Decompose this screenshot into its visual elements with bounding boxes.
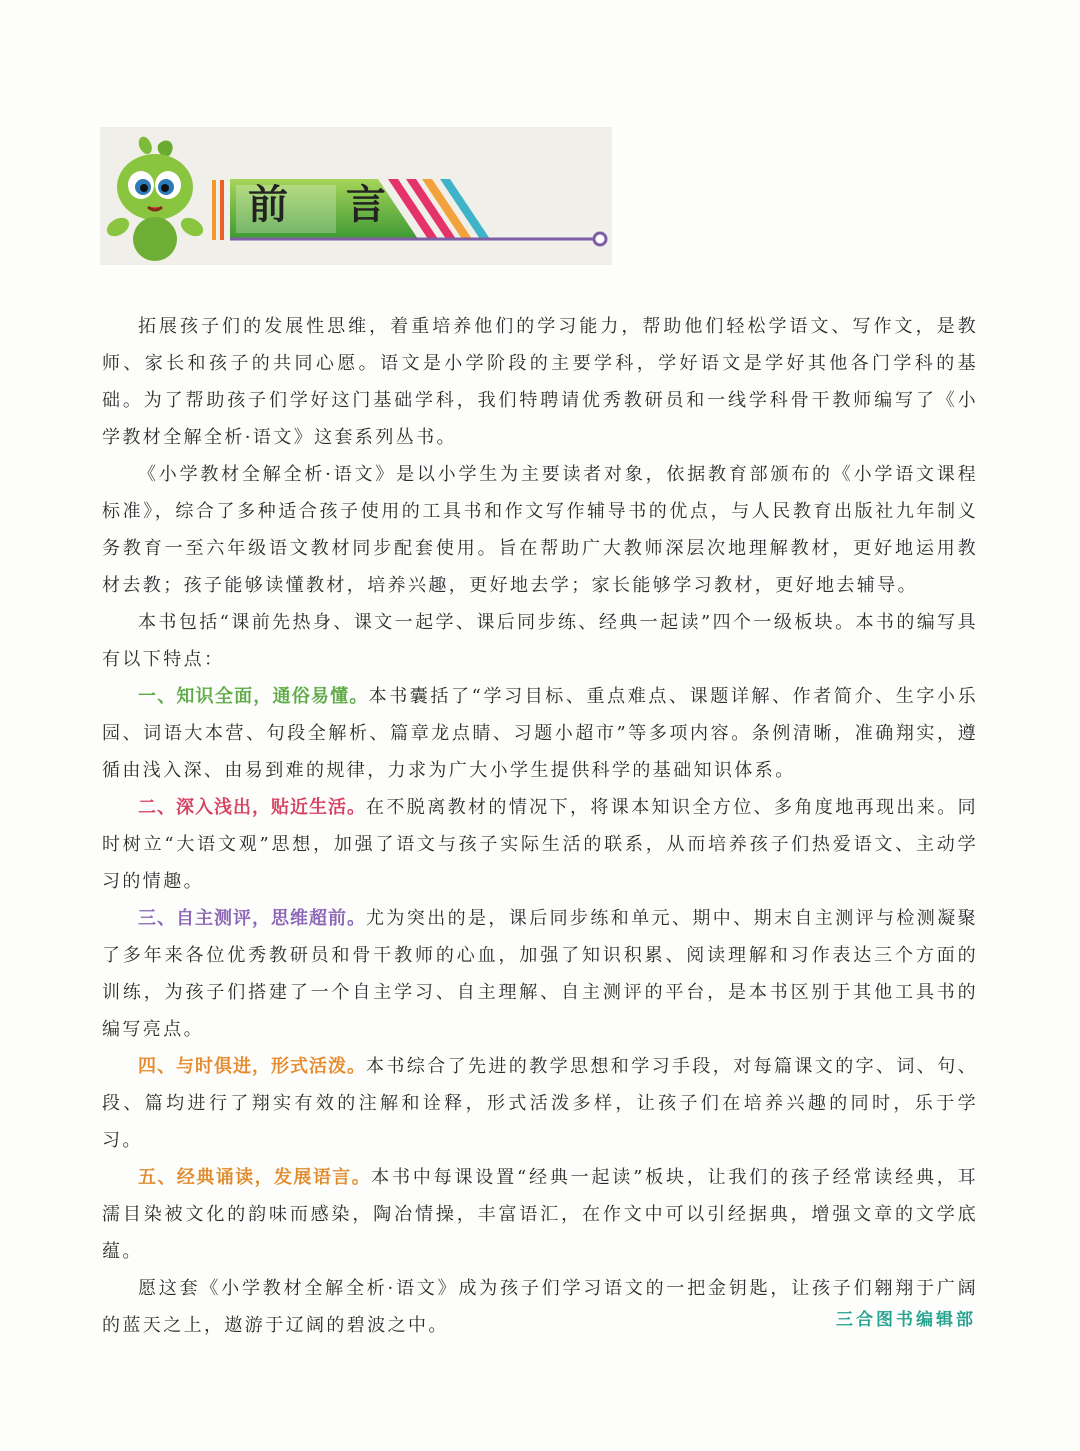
feature-text: 本书中每课设置“经典一起读”板块，让我们的孩子经常读经典，耳濡目染被文化的韵味而感染，陶冶情操，丰富语汇，在作文中可以引经据典，增强文章的文学底蕴。	[102, 1167, 979, 1262]
line-end-icon	[594, 233, 606, 245]
feature-heading: 一、知识全面，通俗易懂。	[138, 686, 369, 707]
feature-paragraph	[102, 900, 978, 1048]
paragraph: 本书包括“课前先热身、课文一起学、课后同步练、经典一起读”四个一级板块。本书的编写具有以下特点：	[102, 612, 978, 670]
feature-heading: 五、经典诵读，发展语言。	[138, 1167, 372, 1188]
feature-paragraph	[102, 789, 978, 900]
feature-heading: 四、与时俱进，形式活泼。	[138, 1056, 366, 1077]
feature-text: 本书囊括了“学习目标、重点难点、课题详解、作者简介、生字小乐园、词语大本营、句段全解析、篇章龙点睛、习题小超市”等多项内容。条例清晰，准确翔实，遵循由浅入深、由易到难的规律，力求为广大小学生提供科学的基础知识体系。	[102, 686, 978, 781]
feature-paragraph	[102, 1048, 978, 1159]
feature-text: 在不脱离教材的情况下，将课本知识全方位、多角度地再现出来。同时树立“大语文观”思想，加强了语文与孩子实际生活的联系，从而培养孩子们热爱语文、主动学习的情趣。	[102, 797, 978, 892]
feature-paragraph	[102, 1159, 978, 1270]
page-title: 前 言	[248, 181, 408, 228]
feature-heading: 二、深入浅出，贴近生活。	[138, 797, 366, 818]
paragraph: 《小学教材全解全析·语文》是以小学生为主要读者对象，依据教育部颁布的《小学语文课程标准》，综合了多种适合孩子使用的工具书和作文写作辅导书的优点，与人民教育出版社九年制义务教育一至六年级语文教材同步配套使用。旨在帮助广大教师深层次地理解教材，更好地运用教材去教；孩子能够读懂教材，培养兴趣，更好地去学；家长能够学习教材，更好地去辅导。	[102, 464, 978, 596]
feature-paragraph	[102, 678, 978, 789]
closing-paragraph: 愿这套《小学教材全解全析·语文》成为孩子们学习语文的一把金钥匙，让孩子们翱翔于广阔的蓝天之上，遨游于辽阔的碧波之中。	[102, 1278, 978, 1336]
feature-text: 尤为突出的是，课后同步练和单元、期中、期末自主测评与检测凝聚了多年来各位优秀教研员和骨干教师的心血，加强了知识积累、阅读理解和习作表达三个方面的训练，为孩子们搭建了一个自主学习、自主理解、自主测评的平台，是本书区别于其他工具书的编写亮点。	[102, 908, 978, 1040]
paragraph: 拓展孩子们的发展性思维，着重培养他们的学习能力，帮助他们轻松学语文、写作文，是教师、家长和孩子的共同心愿。语文是小学阶段的主要学科，学好语文是学好其他各门学科的基础。为了帮助孩子们学好这门基础学科，我们特聘请优秀教研员和一线学科骨干教师编写了《小学教材全解全析·语文》这套系列丛书。	[102, 316, 978, 448]
feature-heading: 三、自主测评，思维超前。	[138, 908, 366, 929]
signature: 三合图书编辑部	[836, 1310, 976, 1330]
preface-body	[102, 308, 978, 1344]
feature-text: 本书综合了先进的教学思想和学习手段，对每篇课文的字、词、句、段、篇均进行了翔实有效的注解和诠释，形式活泼多样，让孩子们在培养兴趣的同时，乐于学习。	[102, 1056, 978, 1151]
sprout-mascot-icon	[104, 137, 207, 261]
